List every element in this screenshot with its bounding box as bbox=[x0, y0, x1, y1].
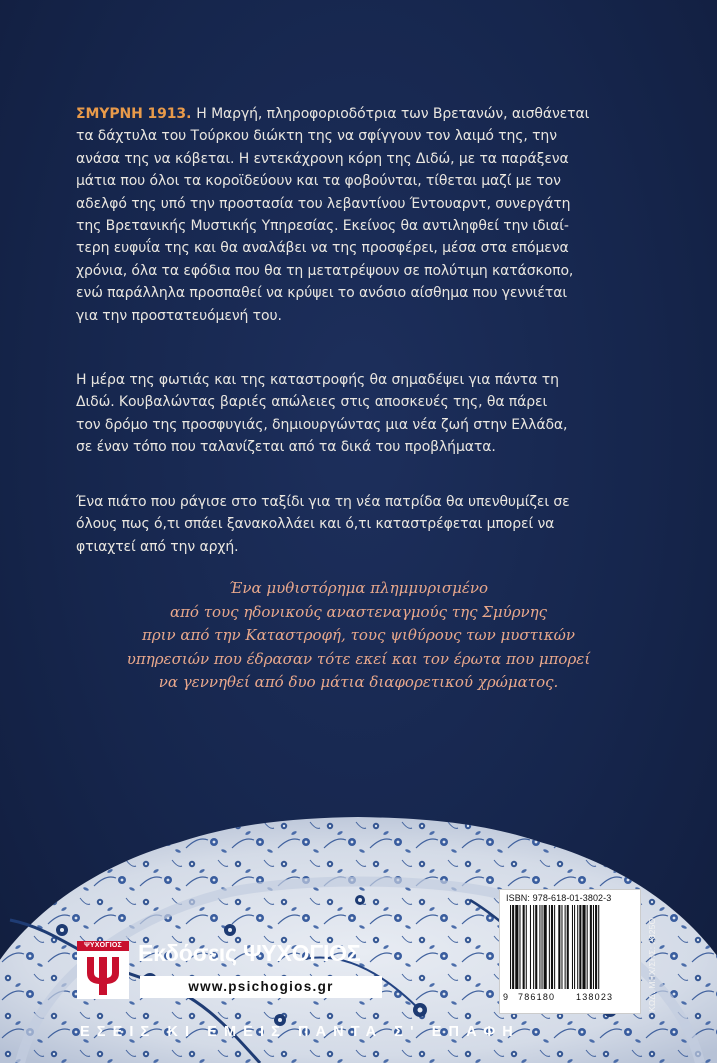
synopsis-line: τερη ευφυΐα της και θα αναλάβει να της προσφέρει, μέσα στα επόμενα bbox=[76, 240, 569, 257]
synopsis-line: τον δρόμο της προσφυγιάς, δημιουργώντας μια νέα ζωή στην Ελλάδα, bbox=[76, 416, 568, 433]
quote-line: να γεννηθεί από δυο μάτια διαφορετικού χρώματος. bbox=[158, 673, 559, 692]
synopsis-lead: ΣΜΥΡΝΗ 1913. bbox=[76, 106, 192, 122]
synopsis-line: για την προστατευόμενή του. bbox=[76, 307, 282, 324]
synopsis-paragraph-3 bbox=[76, 491, 676, 558]
synopsis-line: χρόνια, όλα τα εφόδια που θα τη μετατρέψουν σε πολύτιμη κατάσκοπο, bbox=[76, 262, 574, 279]
publisher-slogan: ΕΣΕΙΣ ΚΙ ΕΜΕΙΣ ΠΑΝΤΑ Σ' ΕΠΑΦΗ bbox=[80, 1024, 520, 1040]
synopsis-line: αδελφό της υπό την προστασία του λεβαντίνου Έντουαρντ, συνεργάτη bbox=[76, 195, 571, 212]
synopsis-paragraph-2 bbox=[76, 369, 676, 459]
publisher-name: Εκδόσεις ΨΥΧΟΓΙΟΣ bbox=[138, 940, 361, 966]
publisher-logo bbox=[77, 941, 129, 999]
barcode-label bbox=[499, 889, 641, 1014]
synopsis-line: ΣΜΥΡΝΗ 1913. Η Μαργή, πληροφοριοδότρια των Βρετανών, αισθάνεται bbox=[76, 106, 590, 122]
barcode-left-digits: 786180 bbox=[518, 992, 556, 1002]
product-code: ΚΩΔ. ΜΗΧ/ΣΗΣ: 2825Ο bbox=[647, 917, 657, 1012]
synopsis-line: όλους πως ό,τι σπάει ξανακολλάει και ό,τι καταστρέφεται μπορεί να bbox=[76, 516, 555, 533]
quote-line: πριν από την Καταστροφή, τους ψιθύρους των μυστικών bbox=[141, 626, 575, 645]
quote-line: από τους ηδονικούς αναστεναγμούς της Σμύρνης bbox=[169, 602, 548, 621]
synopsis-paragraph-1 bbox=[76, 103, 676, 327]
blurb-quote bbox=[0, 577, 717, 695]
synopsis-line: μάτια που όλοι τα κοροϊδεύουν και τα φοβούνται, τίθεται μαζί με τον bbox=[76, 173, 561, 190]
barcode-right-digits: 138023 bbox=[576, 992, 614, 1002]
synopsis-line: ενώ παράλληλα προσπαθεί να κρύψει το ανόσιο αίσθημα που γεννιέται bbox=[76, 285, 567, 302]
publisher-url: www.psichogios.gr bbox=[140, 976, 382, 998]
synopsis-line: της Βρετανικής Μυστικής Υπηρεσίας. Εκείνος θα αντιληφθεί την ιδιαί- bbox=[76, 218, 569, 235]
barcode-first-digit: 9 bbox=[503, 992, 509, 1002]
logo-wordmark: ΨΥΧΟΓΙΟΣ bbox=[77, 941, 129, 951]
synopsis-line: Διδώ. Κουβαλώντας βαριές απώλειες στις αποσκευές της, θα πάρει bbox=[76, 394, 548, 411]
synopsis-line: Ένα πιάτο που ράγισε στο ταξίδι για τη νέα πατρίδα θα υπενθυμίζει σε bbox=[76, 494, 570, 510]
synopsis-line: ανάσα της να κόβεται. Η εντεκάχρονη κόρη της Διδώ, με τα παράξενα bbox=[76, 150, 569, 167]
isbn-number: ISBN: 978-618-01-3802-3 bbox=[506, 893, 612, 903]
barcode-icon bbox=[506, 905, 634, 991]
synopsis-line: τα δάχτυλα του Τούρκου διώκτη της να σφίγγουν τον λαιμό της, την bbox=[76, 128, 557, 145]
synopsis-line: φτιαχτεί από την αρχή. bbox=[76, 538, 239, 555]
quote-line: υπηρεσιών που έδρασαν τότε εκεί και τον έρωτα που μπορεί bbox=[126, 649, 591, 668]
quote-line: Ένα μυθιστόρημα πλημμυρισμένο bbox=[228, 579, 489, 597]
psi-logo-icon bbox=[77, 951, 129, 999]
synopsis-line: Η μέρα της φωτιάς και της καταστροφής θα σημαδέψει για πάντα τη bbox=[76, 372, 559, 388]
synopsis-line: σε έναν τόπο που ταλανίζεται από τα δικά του προβλήματα. bbox=[76, 439, 496, 456]
